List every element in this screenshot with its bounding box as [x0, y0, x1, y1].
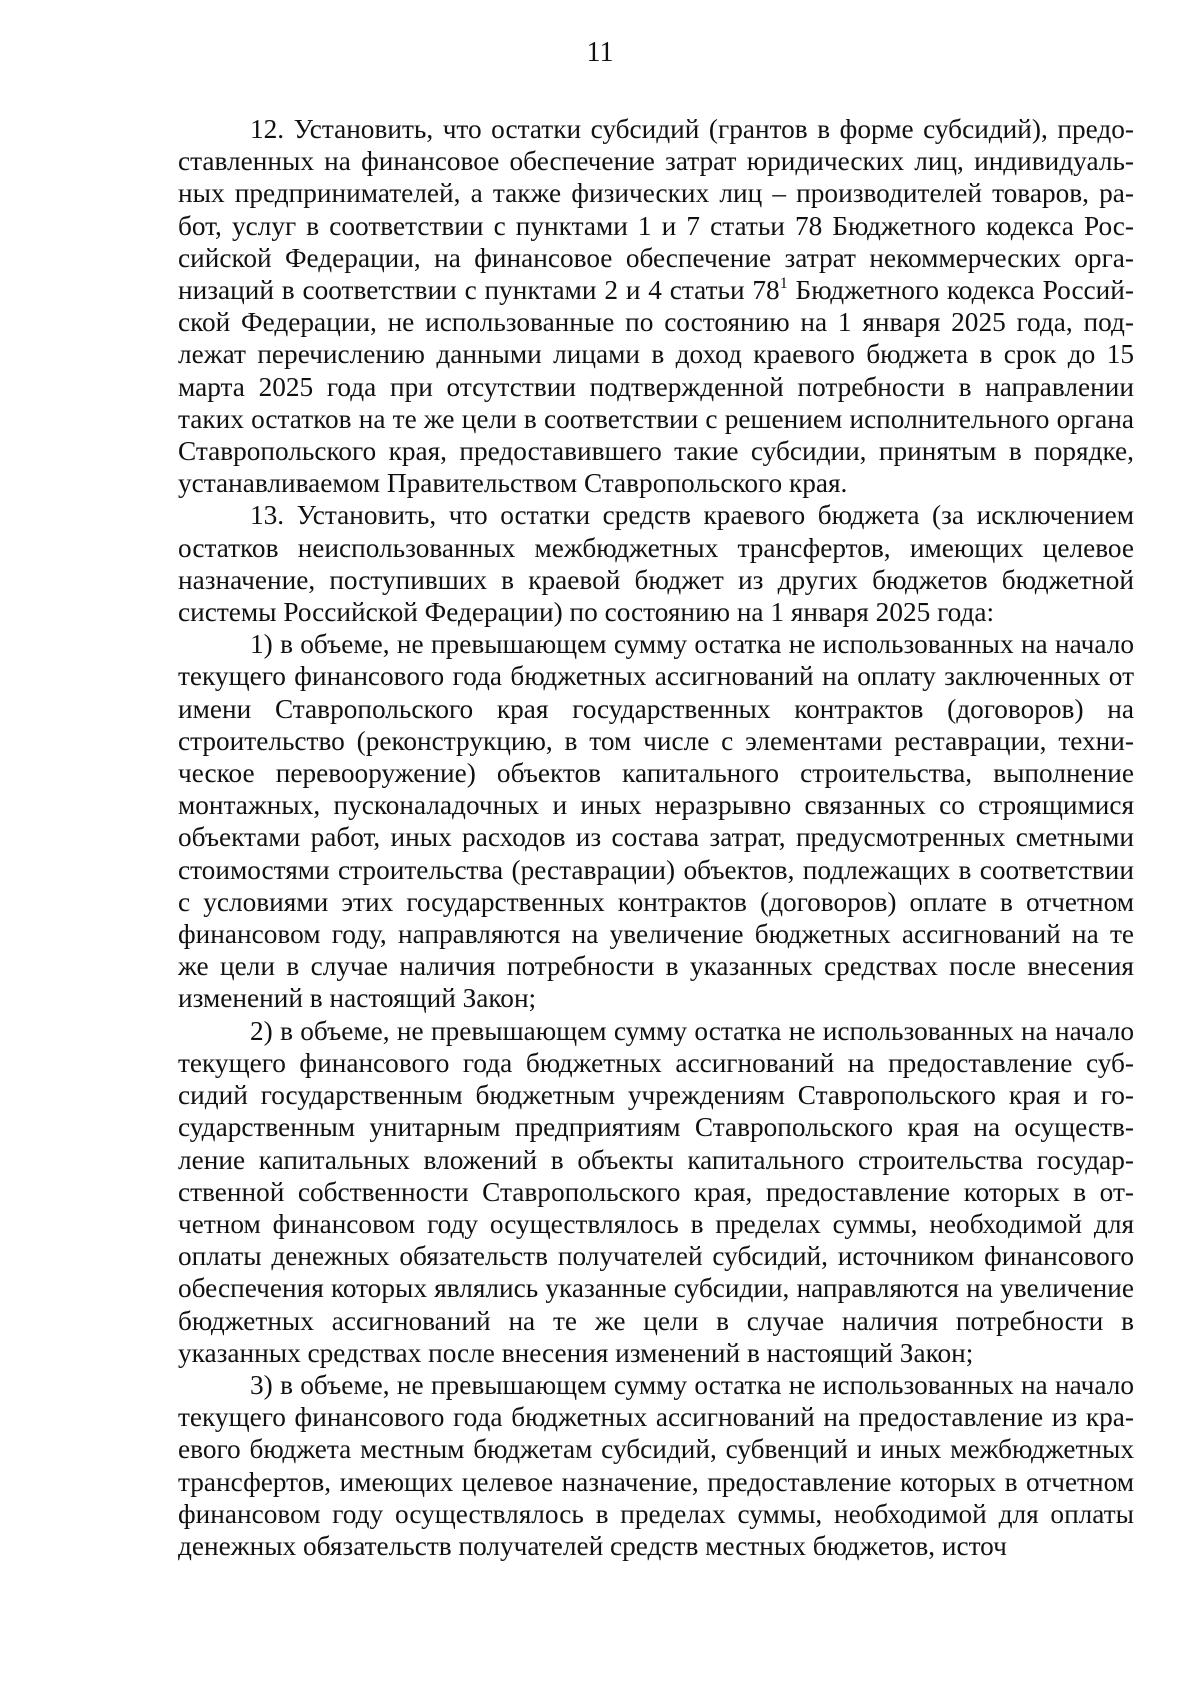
list-item-2: 2) в объеме, не превышающем сумму остатка не использованных на начало текущего финансового года бюджетных ассигнований на предоставление субсидий государственным бюджетным учреждениям Ставропольского края и государственным унитарным предприятиям Ставропольского края на осуществление капитальных вложений в объекты капитального строительства государственной собственности Ставропольского края, предоставление которых в отчетном финансовом году осуществлялось в пределах суммы, необходимой для оплаты денежных обязательств получателей субсидий, источником финансового обеспечения которых являлись указанные субсидии, направляются на увеличение бюджетных ассигнований на те же цели в случае наличия потребности в указанных средствах после внесения изменений в настоящий Закон; [178, 1015, 1134, 1368]
list-item-1: 1) в объеме, не превышающем сумму остатка не использованных на начало текущего финансового года бюджетных ассигнований на оплату заключенных от имени Ставропольского края государственных контрактов (договоров) на строительство (реконструкцию, в том числе с элементами реставрации, техническое перевооружение) объектов капитального строительства, выполнение монтажных, пусконаладочных и иных неразрывно связанных со строящимися объектами работ, иных расходов из состава затрат, предусмотренных сметными стоимостями строительства (реставрации) объектов, подлежащих в соответствии с условиями этих государственных контрактов (договоров) оплате в отчетном финансовом году, направляются на увеличение бюджетных ассигнований на те же цели в случае наличия потребности в указанных средствах после внесения изменений в настоящий Закон; [178, 629, 1134, 1014]
page-number: 11 [586, 37, 614, 68]
article-superscript: 1 [779, 275, 788, 293]
list-item-3: 3) в объеме, не превышающем сумму остатка не использованных на начало текущего финансового года бюджетных ассигнований на предоставление из краевого бюджета местным бюджетам субсидий, субвенций и иных межбюджетных трансфертов, имеющих целевое назначение, предоставление которых в отчетном финансовом году осуществлялось в пределах суммы, необходимой для оплаты денежных обязательств получателей средств местных бюджетов, источ [178, 1369, 1134, 1561]
paragraph-12-text-end: Бюджетного кодекса Российской Федерации, не использованные по состоянию на 1 января 2025 года, подлежат перечислению данными лицами в доход краевого бюджета в срок до 15 марта 2025 года при отсутствии подтвержденной потребности в направлении таких остатков на те же цели в соответствии с решением исполнительного органа Ставропольского края, предоставившего такие субсидии, принятым в порядке, устанавливаемом Правительством Ставропольского края. [178, 275, 1134, 499]
document-body [178, 113, 1134, 1562]
paragraph-12 [178, 113, 1134, 499]
paragraph-13: 13. Установить, что остатки средств краевого бюджета (за исключением остатков неиспользованных межбюджетных трансфертов, имеющих целевое назначение, поступивших в краевой бюджет из других бюджетов бюджетной системы Российской Федерации) по состоянию на 1 января 2025 года: [178, 500, 1134, 628]
paragraph-12-text-start: 12. Установить, что остатки субсидий (грантов в форме субсидий), предоставленных на финансовое обеспечение затрат юридических лиц, индивидуальных предпринимателей, а также физических лиц – производителей товаров, работ, услуг в соответствии с пунктами 1 и 7 статьи 78 Бюджетного кодекса Российской Федерации, на финансовое обеспечение затрат некоммерческих организаций в соответствии с пунктами 2 и 4 статьи 78 [178, 114, 1134, 306]
